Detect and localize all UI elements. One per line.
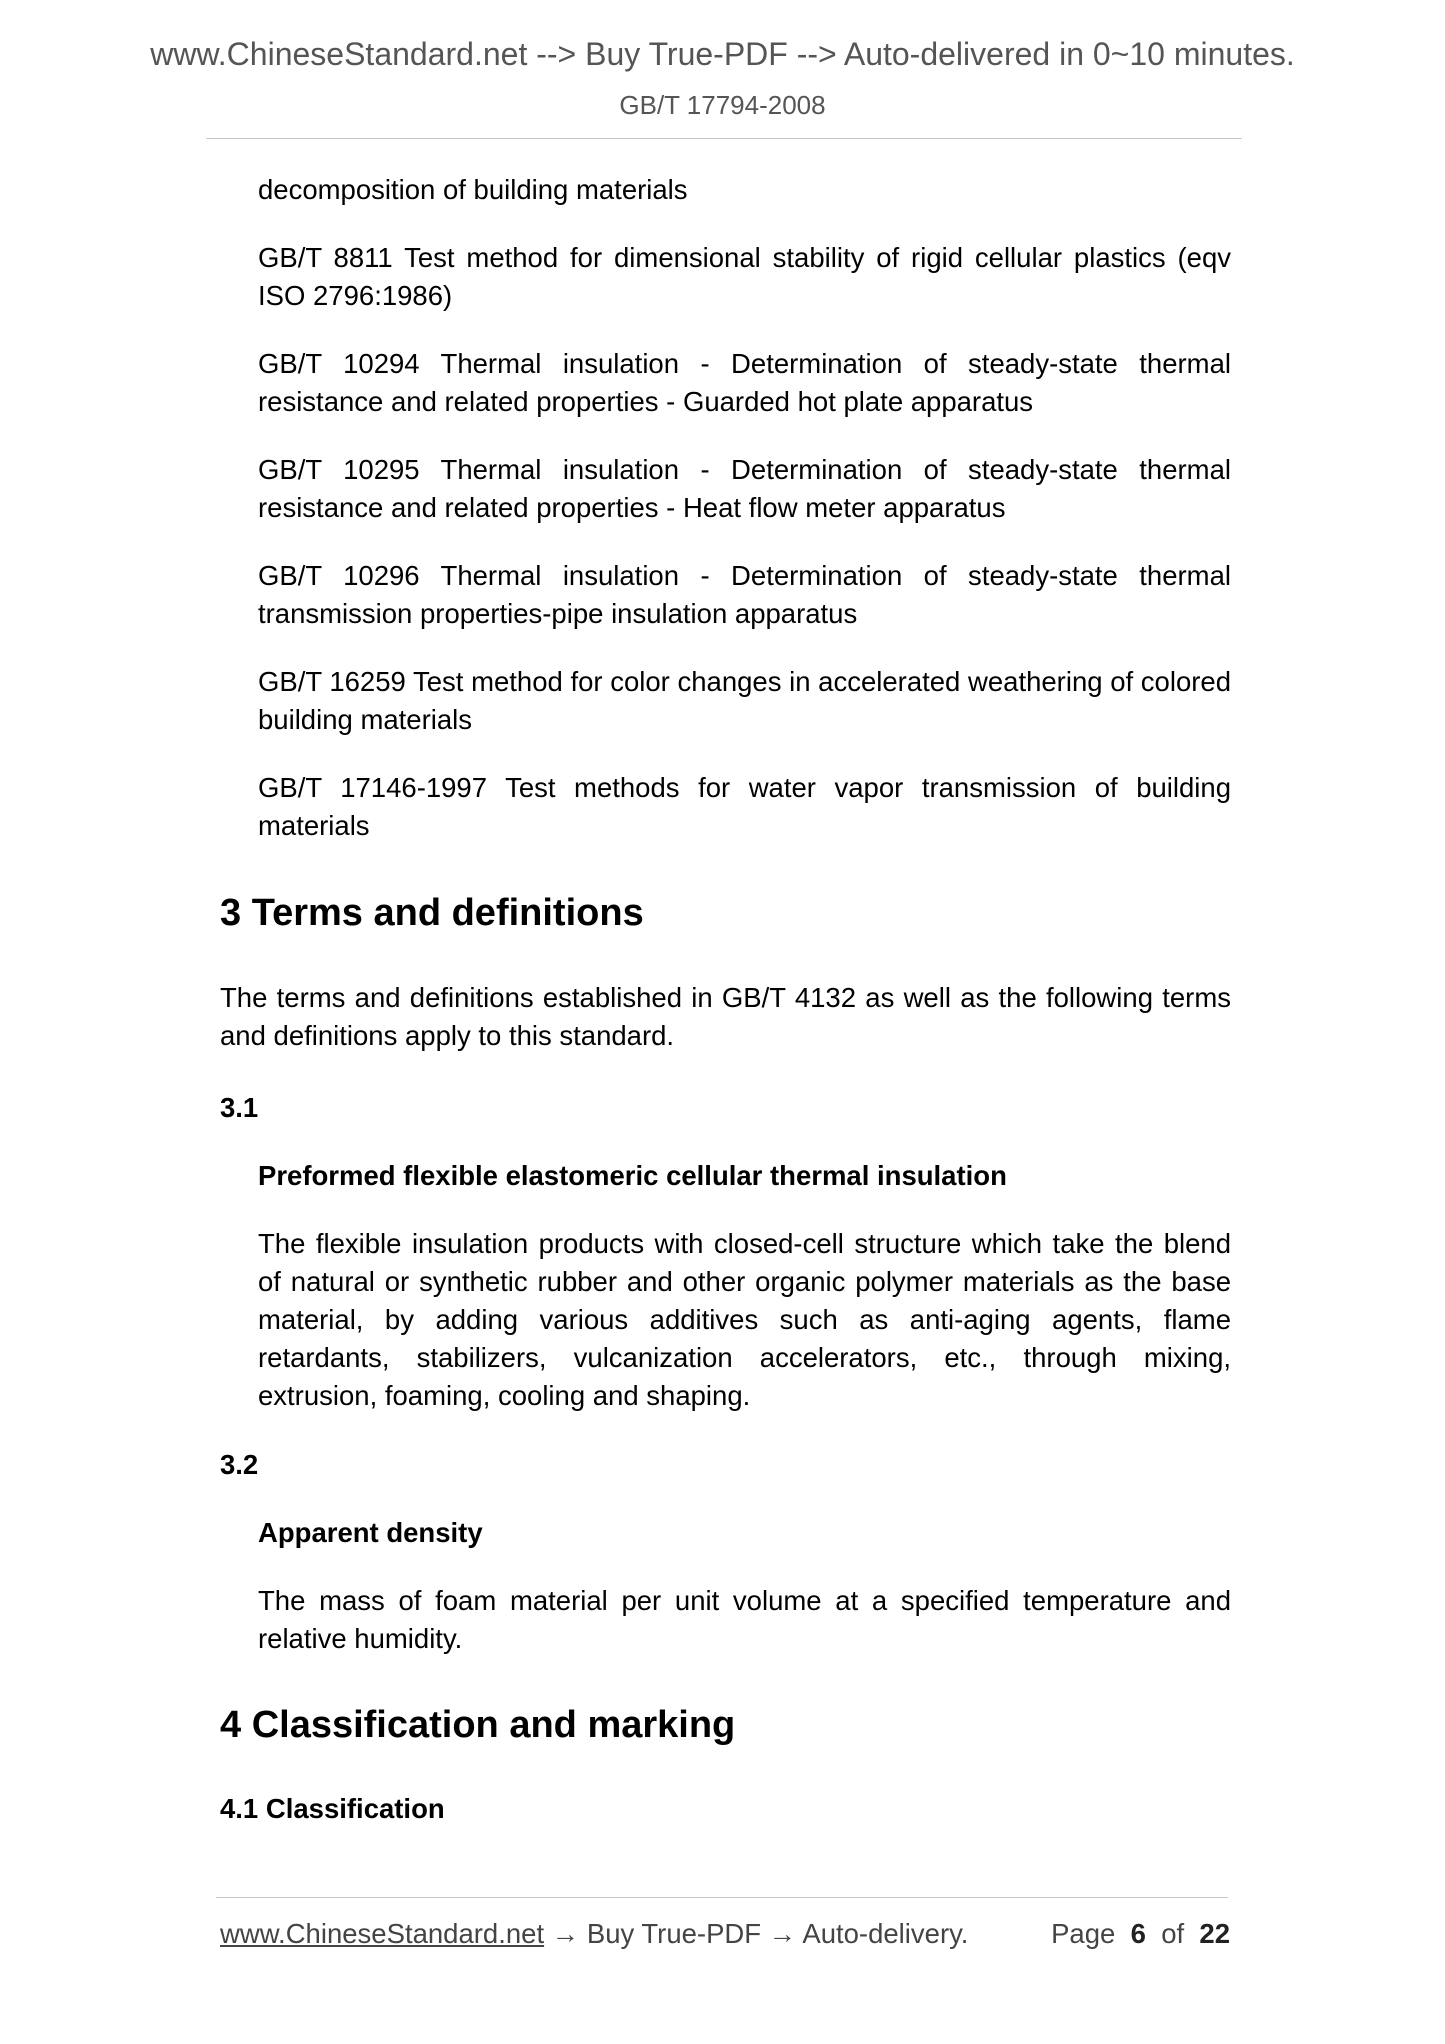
- term-definition-3-1: The flexible insulation products with closed-cell structure which take the blend of natural or synthetic rubber and other organic polymer materials as the base material, by adding various additives such as anti-aging agents, flame retardants, stabilizers, vulcanization accelerators, etc., through mixing, extrusion, foaming, cooling and shaping.: [258, 1228, 1231, 1411]
- reference-gbt-10294: GB/T 10294 Thermal insulation - Determination of steady-state thermal resistance and related properties - Guarded hot plate apparatus: [258, 348, 1231, 417]
- subsection-4-1-heading: 4.1 Classification: [220, 1793, 445, 1824]
- section-3-heading: 3 Terms and definitions: [220, 892, 644, 934]
- reference-gbt-8811: GB/T 8811 Test method for dimensional stability of rigid cellular plastics (eqv ISO 2796:1986): [258, 242, 1231, 311]
- section-3-intro: The terms and definitions established in GB/T 4132 as well as the following terms and definitions apply to this standard.: [220, 982, 1231, 1051]
- section-4-heading: 4 Classification and marking: [220, 1704, 736, 1746]
- reference-continuation: decomposition of building materials: [258, 174, 688, 205]
- reference-gbt-10295: GB/T 10295 Thermal insulation - Determination of steady-state thermal resistance and related properties - Heat flow meter apparatus: [258, 454, 1231, 523]
- footer-site-link[interactable]: www.ChineseStandard.net: [220, 1918, 545, 1949]
- page-number: [1051, 1914, 1230, 1954]
- site-banner: www.ChineseStandard.net --> Buy True-PDF --> Auto-delivered in 0~10 minutes.: [150, 36, 1295, 72]
- arrow-right-icon: →: [544, 1918, 587, 1949]
- page-label: Page: [1051, 1918, 1116, 1949]
- reference-gbt-17146: GB/T 17146-1997 Test methods for water vapor transmission of building materials: [258, 772, 1231, 841]
- footer-delivery-text: Auto-delivery.: [802, 1918, 969, 1949]
- reference-gbt-16259: GB/T 16259 Test method for color changes in accelerated weathering of colored building materials: [258, 666, 1231, 735]
- of-label: of: [1161, 1918, 1185, 1949]
- term-definition-3-2: The mass of foam material per unit volume at a specified temperature and relative humidity.: [258, 1585, 1231, 1654]
- footer-promo: [220, 1914, 968, 1954]
- current-page: 6: [1130, 1918, 1146, 1949]
- term-number-3-1: 3.1: [220, 1092, 259, 1123]
- footer-divider: [216, 1897, 1228, 1898]
- arrow-right-icon: →: [761, 1918, 803, 1949]
- document-id: GB/T 17794-2008: [619, 90, 826, 120]
- total-pages: 22: [1199, 1918, 1230, 1949]
- reference-gbt-10296: GB/T 10296 Thermal insulation - Determination of steady-state thermal transmission properties-pipe insulation apparatus: [258, 560, 1231, 629]
- footer-buy-text: Buy True-PDF: [586, 1918, 762, 1949]
- term-title-3-1: Preformed flexible elastomeric cellular thermal insulation: [258, 1160, 1007, 1191]
- term-title-3-2: Apparent density: [258, 1517, 483, 1548]
- term-number-3-2: 3.2: [220, 1449, 259, 1480]
- page-footer: [220, 1914, 1230, 1954]
- header-divider: [206, 138, 1242, 139]
